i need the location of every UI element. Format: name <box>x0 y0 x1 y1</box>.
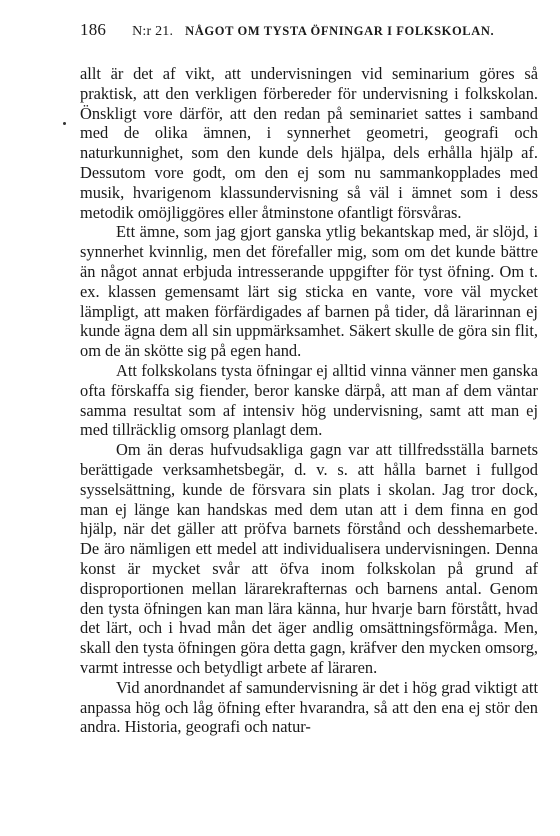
running-head <box>80 20 538 50</box>
body-text <box>80 64 538 737</box>
running-title: NÅGOT OM TYSTA ÖFNINGAR I FOLKSKOLAN. <box>185 24 495 38</box>
paragraph: Om än deras hufvudsakliga gagn var att tillfredsställa barnets berättigade verksamhetsbegär, d. v. s. att hålla barnet i fullgod sysselsättning, kunde de försvara sin plats i skolan. Jag tror dock, man ej länge kan handskas med dem utan att i dem finna en god hjälp, när det gäller att pröfva barnets förstånd och desshemarbete. De äro nämligen ett medel att individualisera undervisningen. Denna konst är mycket svår att öfva inom folkskolan på grund af disproportionen mellan lärarekrafternas och barnens antal. Genom den tysta öfningen kan man lära känna, hur hvarje barn förstått, hvad det lärt, och i hvad mån det äger andlig omsättningsförmåga. Men, skall den tysta öfningen göra detta gagn, kräfver den mycken omsorg, varmt intresse och betydligt arbete af läraren. <box>80 440 538 677</box>
issue-number: N:r 21. <box>132 24 174 39</box>
paragraph: Vid anordnandet af samundervisning är det i hög grad viktigt att anpassa hög och låg öfning efter hvarandra, så att den ena ej stör den andra. Historia, geografi och natur- <box>80 677 538 737</box>
margin-mark <box>63 122 66 125</box>
paragraph: allt är det af vikt, att undervisningen vid seminarium göres så praktisk, att den verkligen förbereder för undervisning i folkskolan. Önskligt vore därför, att den redan på seminariet sattes i samband med de olika ämnen, i synnerhet geometri, geografi och naturkunnighet, som den kunde dels hjälpa, dels erhålla hjälp af. Dessutom vore godt, om den ej som nu sammankopplades med musik, hvarigenom klassundervisning så väl i ämnet som i dess metodik omöjliggöres eller åtminstone ofantligt försvåras. <box>80 64 538 222</box>
paragraph: Ett ämne, som jag gjort ganska ytlig bekantskap med, är slöjd, i synnerhet kvinnlig, men det förefaller mig, som om det kunde bättre än något annat erbjuda intresserande uppgifter för tyst öfning. Om t. ex. klassen gemensamt lärt sig sticka en vante, vore väl mycket lämpligt, att maken förfärdigades af barnen på tider, då lärarinnan ej kunde ägna dem all sin uppmärksamhet. Säkert skulle de göra sin flit, om de än skötte sig på egen hand. <box>80 222 538 361</box>
paragraph: Att folkskolans tysta öfningar ej alltid vinna vänner men ganska ofta förskaffa sig fiender, beror kanske därpå, att man af dem väntar samma resultat som af intensiv hög undervisning, samt att man ej med tillräcklig omsorg planlagt dem. <box>80 360 538 440</box>
page-number: 186 <box>80 20 107 39</box>
